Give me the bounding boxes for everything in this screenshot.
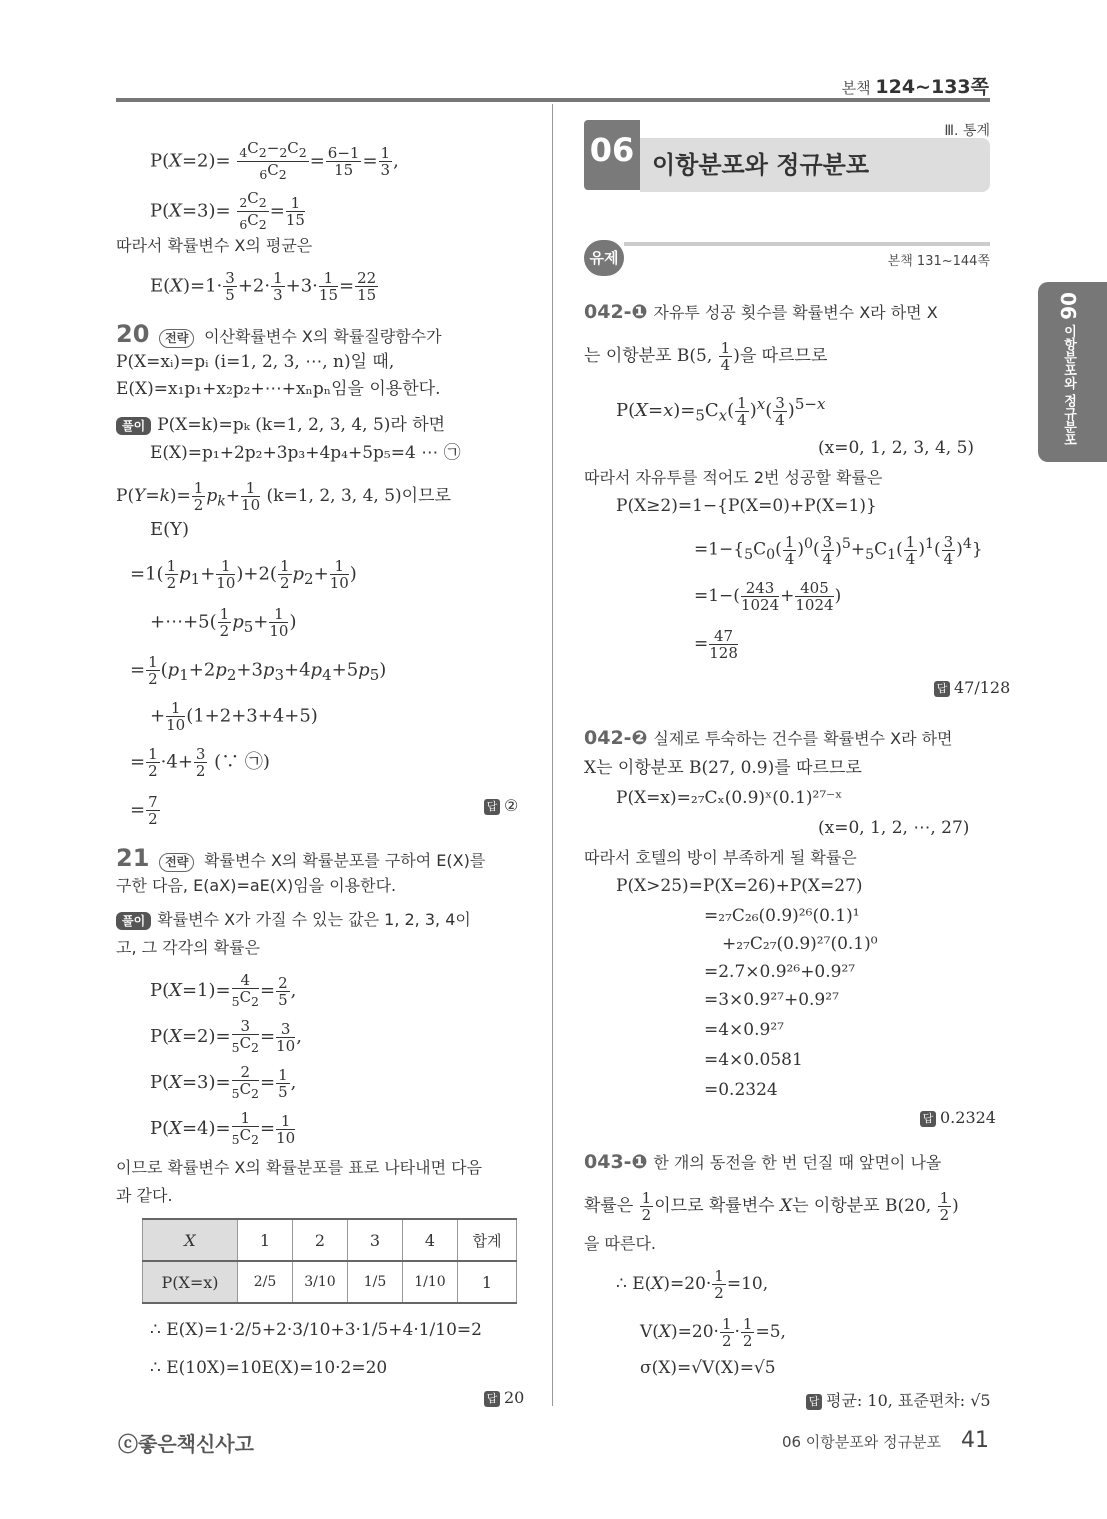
chapter-title: 이항분포와 정규분포 [640,138,990,192]
q043-1-text-3: 을 따른다. [584,1234,656,1253]
problem-20-sol-2: E(X)=p₁+2p₂+3p₃+4p₄+5p₅=4 ⋯ ㉠ [150,443,461,463]
table-header-cell: 1 [238,1219,293,1261]
yuje-ref: 본책 131~144쪽 [887,254,990,269]
problem-21-header: 21 전략 확률변수 X의 확률분포를 구하여 E(X)를 [116,844,486,872]
q042-1-text-3: 따라서 자유투를 적어도 2번 성공할 확률은 [584,468,883,487]
p21-px2: P(X=2)= $\frac{3}{_5C_2}$ = $\frac{3}{10}$ , [150,1017,302,1055]
table-row-label: P(X=x) [143,1261,238,1303]
q042-2-step: +₂₇C₂₇(0.9)²⁷(0.1)⁰ [722,934,878,954]
p21-px1: P(X=1)= $\frac{4}{_5C_2}$ = $\frac{2}{5}$ , [150,971,297,1009]
q043-1-s: σ(X)=√V(X)=√5 [640,1358,776,1378]
mean-expr: E(X)=1· $\frac{3}{5}$ +2· $\frac{1}{3}$ +3· $\frac{1}{15}$ = $\frac{22}{15}$ [150,269,377,304]
q042-1-text-2: 는 이항분포 B(5, $\frac{1}{4}$ )을 따르므로 [584,339,828,374]
strategy-badge: 전략 [159,329,194,348]
p21-px3: P(X=3)= $\frac{2}{_5C_2}$ = $\frac{1}{5}$ , [150,1063,297,1101]
q043-1-v: V(X)=20· $\frac{1}{2}$ · $\frac{1}{2}$ =5, [640,1315,786,1350]
q043-1-e: ∴ E(X)=20· $\frac{1}{2}$ =10, [616,1267,769,1302]
problem-21-strategy-2: 구한 다음, E(aX)=aE(X)임을 이용한다. [116,876,397,895]
q042-1-pmf: $P(X=x)=_5C_x$( $\frac{1}{4}$ )$^x$( $\frac{3}{4}$ )$^{5-x}$ [616,393,826,429]
q042-2-step: =4×0.0581 [704,1050,803,1070]
page-reference: 본책 124~133쪽 [841,76,989,98]
chapter-number: 06 [584,120,640,190]
problem-20-sol-1: 풀이 P(X=k)=pₖ (k=1, 2, 3, 4, 5)라 하면 [116,413,445,437]
table-header-cell: X [143,1219,238,1261]
ey-step-6: = $\frac{7}{2}$ [130,793,158,828]
problem-20-sol-3: P(Y=k)= $\frac{1}{2}$ $p_k+$ $\frac{1}{10}$ (k=1, 2, 3, 4, 5)이므로 [116,479,451,514]
table-header-cell: 4 [403,1219,458,1261]
q042-2-text-3: 따라서 호텔의 방이 부족하게 될 확률은 [584,848,857,867]
side-chapter-tab[interactable]: 06 이항분포와 정규분포 [1038,282,1107,462]
problem-20-strategy-2: P(X=xᵢ)=pᵢ (i=1, 2, 3, ⋯, n)일 때, [116,352,395,372]
answer-20: 답 ② [484,796,518,815]
table-cell: 2/5 [238,1261,293,1303]
column-divider [552,104,553,1406]
q043-1-header: 043-❶ 한 개의 동전을 한 번 던질 때 앞면이 나올 [584,1151,942,1173]
px2-line: P(X=2)= $\frac{_4C_2-_2C_2}{_6C_2}$ = $\frac{6-1}{15}$ = $\frac{1}{3}$ , [150,139,399,182]
footer-chapter: 06 이항분포와 정규분포 41 [781,1428,989,1453]
answer-042-1: 답 47/128 [934,678,1010,697]
q042-1-line-a: P(X≥2)=1−{P(X=0)+P(X=1)} [616,496,877,516]
page-number: 41 [961,1428,989,1453]
table-header-cell: 합계 [458,1219,517,1261]
q042-1-line-d: = $\frac{47}{128}$ [694,627,738,662]
ey-step-4: + $\frac{1}{10}$ (1+2+3+4+5) [150,699,318,734]
chapter-category: Ⅲ. 통계 [944,123,990,139]
problem-21-sol-1: 풀이 확률변수 X가 가질 수 있는 값은 1, 2, 3, 4이 [116,908,471,932]
yuje-bar [584,240,990,270]
publisher-logo: ⓒ좋은책신사고 [118,1432,254,1456]
q042-2-cond: (x=0, 1, 2, ⋯, 27) [818,818,970,838]
q042-2-step: P(X>25)=P(X=26)+P(X=27) [616,876,863,896]
q042-2-step: =₂₇C₂₆(0.9)²⁶(0.1)¹ [704,906,860,926]
result-1: ∴ E(X)=1·2/5+2·3/10+3·1/5+4·1/10=2 [150,1320,482,1340]
ey-step-5: = $\frac{1}{2}$ ·4+ $\frac{3}{2}$ (∵ ㉠) [130,745,270,780]
problem-21-sol-2: 고, 그 각각의 확률은 [116,938,260,957]
table-cell: 3/10 [293,1261,348,1303]
p21-px4: P(X=4)= $\frac{1}{_5C_2}$ = $\frac{1}{10}$ [150,1109,296,1147]
table-header-cell: 3 [348,1219,403,1261]
problem-20-strategy-3: E(X)=x₁p₁+x₂p₂+⋯+xₙpₙ임을 이용한다. [116,379,441,399]
ey-step-1: =1( $\frac{1}{2}$ $p_1+$ $\frac{1}{10}$ )+2( $\frac{1}{2}$ $p_2+$ $\frac{1}{10}$ ) [130,557,357,592]
q042-2-step: =3×0.9²⁷+0.9²⁷ [704,990,839,1010]
q042-2-step: =4×0.9²⁷ [704,1020,784,1040]
q042-2-header: 042-❷ 실제로 투숙하는 건수를 확률변수 X라 하면 [584,727,953,749]
q042-1-cond: (x=0, 1, 2, 3, 4, 5) [818,438,975,458]
table-header-cell: 2 [293,1219,348,1261]
table-cell: 1/10 [403,1261,458,1303]
table-intro-1: 이므로 확률변수 X의 확률분포를 표로 나타내면 다음 [116,1158,483,1177]
q042-1-line-c: =1−( $\frac{243}{1024}$ + $\frac{405}{1024}$ ) [694,579,842,614]
q042-2-text-2: X는 이항분포 B(27, 0.9)를 따르므로 [584,758,862,778]
px3-line: P(X=3)= $\frac{_2C_2}{_6C_2}$ = $\frac{1}{15}$ [150,189,305,232]
q042-2-step: =0.2324 [704,1080,778,1100]
yuje-label: 유제 [584,240,624,276]
ey-step-2: +⋯+5( $\frac{1}{2}$ $p_5+$ $\frac{1}{10}$ ) [150,605,297,640]
chapter-heading [584,120,990,192]
q042-2-line-1: P(X=x)=₂₇Cₓ(0.9)ˣ(0.1)²⁷⁻ˣ [616,788,843,808]
table-cell: 1/5 [348,1261,403,1303]
q042-1-header: 042-❶ 자유투 성공 횟수를 확률변수 X라 하면 X [584,301,938,323]
table-cell: 1 [458,1261,517,1303]
answer-042-2: 답 0.2324 [920,1108,996,1127]
answer-21: 답 20 [484,1388,524,1407]
strategy-badge: 전략 [159,853,194,872]
mean-intro: 따라서 확률변수 X의 평균은 [116,236,313,255]
q042-1-line-b: $=1-\{_5C_0$( $\frac{1}{4}$ )$^0$( $\frac{3}{4}$ )$^5+_5C_1$( $\frac{1}{4}$ )$^1$( $\frac{3}{4}$ )$^4$} [694,532,983,568]
answer-043-1: 답 평균: 10, 표준편차: √5 [806,1388,991,1411]
ey-label: E(Y) [150,519,190,540]
ey-step-3: = $\frac{1}{2}$ $(p_1+2p_2+3p_3+4p_4+5p_5)$ [130,653,387,688]
table-intro-2: 과 같다. [116,1186,173,1205]
q043-1-text-2: 확률은 $\frac{1}{2}$ 이므로 확률변수 X는 이항분포 B(20, $\frac{1}{2}$ ) [584,1189,959,1224]
result-2: ∴ E(10X)=10E(X)=10·2=20 [150,1358,388,1378]
q042-2-step: =2.7×0.9²⁶+0.9²⁷ [704,962,856,982]
distribution-table [142,1218,517,1304]
top-rule [116,98,990,102]
problem-20-header: 20 전략 이산확률변수 X의 확률질량함수가 [116,320,442,348]
